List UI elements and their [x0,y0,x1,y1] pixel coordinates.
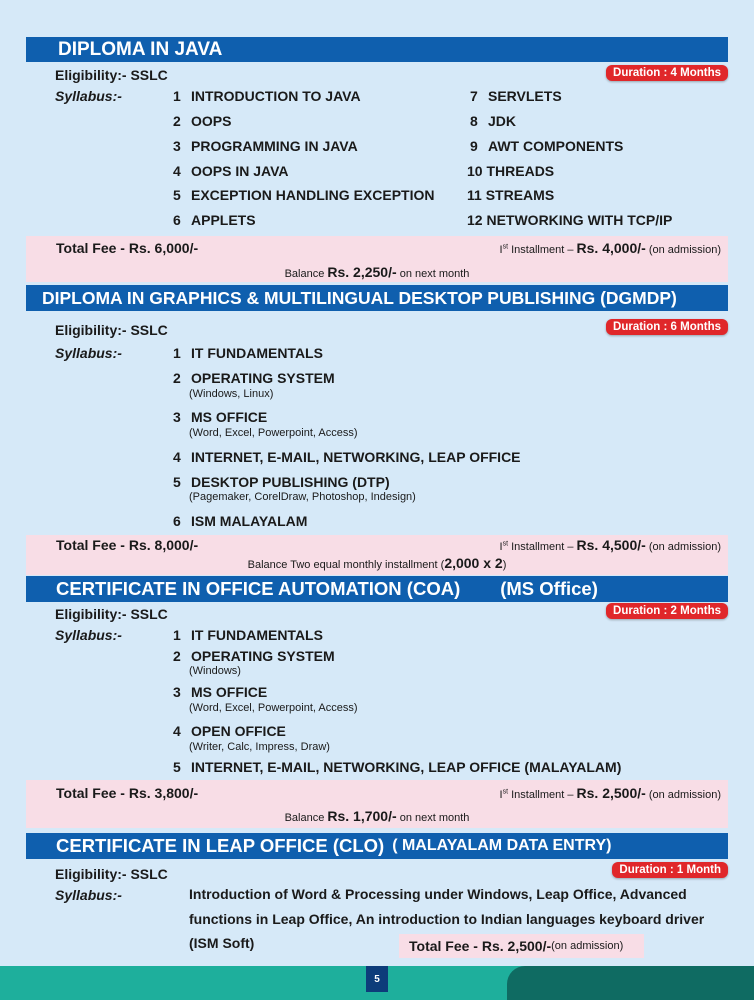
syllabus-item: 11 STREAMS [467,187,555,203]
syllabus-subtext: (Windows, Linux) [189,388,274,400]
section-header-dgmdp [26,285,728,311]
section-header-clo [26,833,728,859]
syllabus-item: 8 JDK [470,113,517,129]
balance-info: Balance Two equal monthly installment (2,000 x 2) [247,555,507,571]
syllabus-item: 10 THREADS [467,163,555,179]
syllabus-subtext: (Word, Excel, Powerpoint, Access) [189,702,358,714]
installment-info: Ist Installment – Rs. 4,000/- (on admission) [499,240,721,256]
syllabus-subtext: (Word, Excel, Powerpoint, Access) [189,427,358,439]
syllabus-item: 4 OOPS IN JAVA [173,163,289,179]
syllabus-label: Syllabus:- [55,345,122,361]
fee-box [26,236,728,282]
eligibility: Eligibility:- SSLC [55,606,168,622]
fee-box: Total Fee - Rs. 2,500/- (on admission) [399,934,644,958]
syllabus-item: 4 INTERNET, E-MAIL, NETWORKING, LEAP OFFICE [173,449,521,465]
installment-info: Ist Installment – Rs. 2,500/- (on admission) [499,785,721,801]
page-footer [0,966,754,1000]
syllabus-item: 9 AWT COMPONENTS [470,138,624,154]
syllabus-item: 5 DESKTOP PUBLISHING (DTP) [173,474,390,490]
page-number: 5 [366,966,388,992]
duration-badge: Duration : 6 Months [606,319,728,335]
total-fee: Total Fee - Rs. 8,000/- [56,537,199,553]
syllabus-item: 7 SERVLETS [470,88,562,104]
section-title-extra: (MS Office) [500,578,598,599]
section-header-java [26,37,728,62]
section-title: DIPLOMA IN GRAPHICS & MULTILINGUAL DESKTOP PUBLISHING (DGMDP) [42,287,677,308]
syllabus-item: 2 OOPS [173,113,232,129]
section-title: CERTIFICATE IN LEAP OFFICE (CLO) [56,835,385,856]
section-title-extra: ( MALAYALAM DATA ENTRY) [392,837,612,854]
duration-badge: Duration : 1 Month [612,862,728,878]
eligibility: Eligibility:- SSLC [55,866,168,882]
syllabus-description: Introduction of Word & Processing under Windows, Leap Office, Advanced functions in Leap Office, An introduction to Indian languages keyboard driver (ISM Soft) [189,886,705,951]
syllabus-subtext: (Writer, Calc, Impress, Draw) [189,741,330,753]
footer-accent [507,966,754,1000]
syllabus-item: 1 INTRODUCTION TO JAVA [173,88,361,104]
syllabus-item: 6 ISM MALAYALAM [173,513,308,529]
syllabus-item: 6 APPLETS [173,212,256,228]
installment-info: Ist Installment – Rs. 4,500/- (on admission) [499,537,721,553]
syllabus-item: 2 OPERATING SYSTEM [173,648,335,664]
syllabus-item: 1 IT FUNDAMENTALS [173,627,323,643]
syllabus-label: Syllabus:- [55,887,122,903]
syllabus-subtext: (Pagemaker, CorelDraw, Photoshop, Indesign) [189,491,416,503]
total-fee: Total Fee - Rs. 6,000/- [56,240,199,256]
syllabus-item: 2 OPERATING SYSTEM [173,370,335,386]
eligibility: Eligibility:- SSLC [55,322,168,338]
fee-box [26,780,728,828]
section-title: CERTIFICATE IN OFFICE AUTOMATION (COA) [56,578,461,599]
syllabus-item: 5 INTERNET, E-MAIL, NETWORKING, LEAP OFFICE (MALAYALAM) [173,759,622,775]
syllabus-item: 3 MS OFFICE [173,684,268,700]
syllabus-label: Syllabus:- [55,88,122,104]
total-fee: Total Fee - Rs. 3,800/- [56,785,199,801]
balance-info: Balance Rs. 1,700/- on next month [284,808,470,824]
section-header-coa [26,576,728,602]
fee-box [26,535,728,575]
syllabus-item: 5 EXCEPTION HANDLING EXCEPTION [173,187,435,203]
syllabus-item: 3 PROGRAMMING IN JAVA [173,138,358,154]
syllabus-item: 4 OPEN OFFICE [173,723,286,739]
syllabus-item: 1 IT FUNDAMENTALS [173,345,323,361]
balance-info: Balance Rs. 2,250/- on next month [284,264,470,280]
syllabus-label: Syllabus:- [55,627,122,643]
syllabus-item: 12 NETWORKING WITH TCP/IP [467,212,673,228]
syllabus-item: 3 MS OFFICE [173,409,268,425]
duration-badge: Duration : 4 Months [606,65,728,81]
total-fee: Total Fee - Rs. 2,500/- [409,938,552,954]
eligibility: Eligibility:- SSLC [55,67,168,83]
section-title: DIPLOMA IN JAVA [58,38,223,60]
duration-badge: Duration : 2 Months [606,603,728,619]
syllabus-subtext: (Windows) [189,665,241,677]
